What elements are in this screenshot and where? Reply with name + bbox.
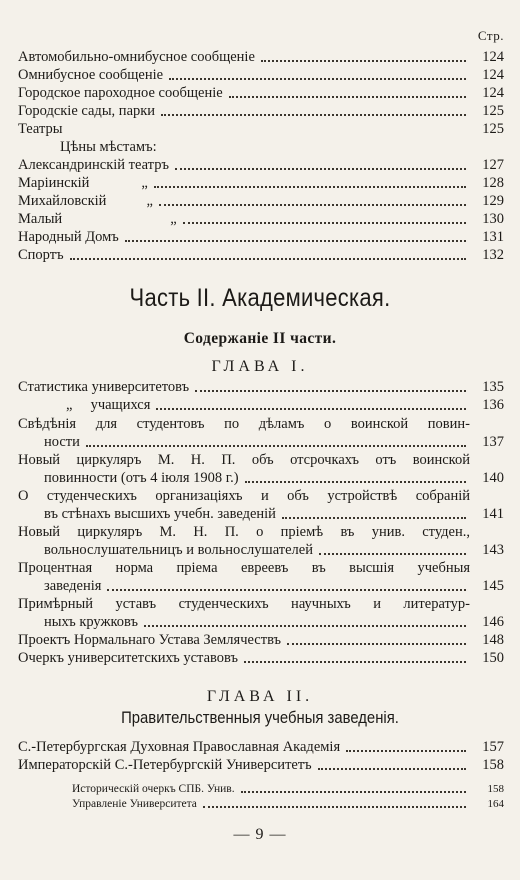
leader-dots: [68, 131, 466, 134]
toc-entry: [18, 210, 504, 228]
toc-entry-page: 132: [482, 247, 504, 263]
leader-dots: [287, 642, 466, 645]
toc-entry-page: 124: [482, 67, 504, 83]
toc-entry: [18, 738, 504, 756]
toc-entry-line2-text: повинности (отъ 4 іюля 1908 г.): [44, 470, 239, 486]
toc-entry-text: Очеркъ университетскихъ уставовъ: [18, 650, 238, 666]
toc-entry-page: 141: [482, 506, 504, 522]
toc-entry-page: 124: [482, 49, 504, 65]
toc-entry-line2: [18, 433, 470, 451]
leader-dots: [319, 552, 466, 555]
leader-dots: [282, 516, 466, 519]
toc-entry-body: [18, 595, 470, 631]
toc-entry-line1: О студенческихъ организаціяхъ и объ устройствѣ собраній: [18, 488, 470, 504]
leader-dots: [229, 95, 466, 98]
toc-entry-line2: [18, 505, 470, 523]
toc-entry-page: 135: [482, 379, 504, 395]
toc-entry-multiline: [18, 523, 504, 559]
toc-entry-text: Городскіе сады, парки: [18, 103, 156, 119]
toc-entry-line2-text: въ стѣнахъ высшихъ учебн. заведеній: [44, 506, 276, 522]
toc-entry-label: Малый: [18, 211, 63, 227]
toc-entry-body: [18, 559, 470, 595]
toc-chapter1: [18, 378, 504, 667]
toc-entry-text: [18, 210, 177, 228]
page-column-label: Стр.: [477, 28, 504, 43]
page-number: — 9 —: [233, 826, 287, 843]
toc-entry-multiline: [18, 595, 504, 631]
toc-entry-text: Омнибусное сообщеніе: [18, 67, 164, 83]
ditto-mark: „: [141, 175, 148, 191]
toc-entry-page: 164: [487, 798, 504, 810]
toc-entry-line1: Новый циркуляръ М. Н. П. объ отсрочкахъ отъ воинской: [18, 452, 470, 468]
leader-dots: [144, 624, 466, 627]
leader-dots: [159, 203, 466, 206]
toc-subentry: [18, 782, 504, 797]
toc-entry: [18, 246, 504, 264]
chapter-heading: ГЛАВА II.: [206, 688, 314, 705]
toc-entry-page: 131: [482, 229, 504, 245]
ditto-mark: „: [146, 193, 153, 209]
leader-dots: [318, 767, 466, 770]
leader-dots: [261, 59, 466, 62]
toc-entry-page: 137: [482, 434, 504, 450]
toc-entry-label: Михайловскій: [18, 193, 107, 209]
toc-entry-label: Маріинскій: [18, 175, 90, 191]
toc-entry-text: Историческій очеркъ СПБ. Унив.: [72, 783, 235, 795]
chapter-heading: ГЛАВА I.: [211, 358, 309, 375]
leader-dots: [86, 444, 466, 447]
toc-entry-page: 143: [482, 542, 504, 558]
toc-entry-text: Проектъ Нормальнаго Устава Землячествъ: [18, 632, 282, 648]
leader-dots: [154, 185, 466, 188]
leader-dots: [241, 790, 466, 793]
leader-dots: [346, 749, 466, 752]
toc-entry-text: Городское пароходное сообщеніе: [18, 85, 223, 101]
toc-entry-label: учащихся: [90, 397, 151, 413]
leader-dots: [161, 113, 466, 116]
toc-entry-line1: Новый циркуляръ М. Н. П. о пріемѣ въ унив. студен.,: [18, 524, 470, 540]
toc-entry-body: [18, 415, 470, 451]
toc-entry-body: [18, 523, 470, 559]
leader-dots: [203, 805, 466, 808]
leader-dots: [70, 257, 466, 260]
toc-entry-line2-text: вольнослушательницъ и вольнослушателей: [44, 542, 313, 558]
leader-dots: [175, 167, 466, 170]
toc-entry-line1: Процентная норма пріема евреевъ въ высшія учебныя: [18, 560, 470, 576]
toc-entry: [18, 102, 504, 120]
toc-entry-multiline: [18, 487, 504, 523]
toc-entry-page: 146: [482, 614, 504, 630]
toc-entry: [18, 378, 504, 396]
toc-entry-text: [18, 396, 150, 414]
toc-subheading-text: Цѣны мѣстамъ:: [60, 139, 157, 155]
toc-chapter2-subitems: [18, 782, 504, 812]
toc-entry-text: Театры: [18, 121, 63, 137]
toc-entry-body: [18, 451, 470, 487]
toc-entry-line2: [18, 469, 470, 487]
toc-entry-text: Спортъ: [18, 247, 64, 263]
toc-entry-page: 158: [482, 757, 504, 773]
toc-entry-page: 127: [482, 157, 504, 173]
toc-entry-line2-text: ныхъ кружковъ: [44, 614, 139, 630]
toc-entry-text: Императорскій С.-Петербургскій Университетъ: [18, 757, 312, 773]
leader-dots: [245, 480, 466, 483]
toc-entry-text: Статистика университетовъ: [18, 379, 190, 395]
toc-entry-page: 140: [482, 470, 504, 486]
toc-entry-multiline: [18, 415, 504, 451]
toc-entry: [18, 756, 504, 774]
toc-entry-line1: Примѣрный уставъ студенческихъ научныхъ и литератур-: [18, 596, 470, 612]
leader-dots: [244, 660, 466, 663]
toc-entry-body: [18, 487, 470, 523]
contents-title: Содержаніе II части.: [183, 330, 337, 347]
toc-entry: [18, 120, 504, 138]
toc-entry-page: 125: [482, 103, 504, 119]
ditto-mark: „: [66, 397, 73, 413]
part-title: Часть II. Академическая.: [129, 284, 391, 312]
toc-entry-page: 148: [482, 632, 504, 648]
leader-dots: [169, 77, 466, 80]
toc-entry: [18, 649, 504, 667]
toc-entry: [18, 396, 504, 414]
toc-entry-line2: [18, 613, 470, 631]
toc-entry: [18, 156, 504, 174]
toc-entry-multiline: [18, 451, 504, 487]
toc-entry: [18, 228, 504, 246]
toc-entry-page: 129: [482, 193, 504, 209]
toc-entry-page: 130: [482, 211, 504, 227]
toc-entry-page: 150: [482, 650, 504, 666]
toc-part1: [18, 48, 504, 264]
toc-entry: [18, 84, 504, 102]
toc-entry-line2: [18, 541, 470, 559]
toc-chapter2: [18, 738, 504, 774]
chapter-subtitle: Правительственныя учебныя заведенія.: [121, 709, 399, 727]
leader-dots: [183, 221, 466, 224]
toc-entry-text: Автомобильно-омнибусное сообщеніе: [18, 49, 255, 65]
toc-entry-page: 128: [482, 175, 504, 191]
leader-dots: [125, 239, 466, 242]
toc-entry-text: С.-Петербургская Духовная Православная Академія: [18, 739, 341, 755]
toc-entry: [18, 48, 504, 66]
toc-entry-page: 124: [482, 85, 504, 101]
toc-entry: [18, 631, 504, 649]
toc-entry-line2: [18, 577, 470, 595]
toc-subheading: [18, 138, 504, 156]
toc-entry-line2-text: ности: [44, 434, 80, 450]
toc-entry-line2-text: заведенія: [44, 578, 102, 594]
toc-entry-text: Народный Домъ: [18, 229, 119, 245]
toc-subentry: [18, 797, 504, 812]
leader-dots: [156, 407, 466, 410]
toc-entry-page: 157: [482, 739, 504, 755]
toc-entry-text: [18, 174, 148, 192]
leader-dots: [195, 389, 466, 392]
toc-entry-text: Александринскій театръ: [18, 157, 169, 173]
toc-entry-page: 136: [482, 397, 504, 413]
toc-entry-text: Управленіе Университета: [72, 798, 197, 810]
toc-entry: [18, 66, 504, 84]
toc-entry-page: 125: [482, 121, 504, 137]
toc-entry-text: [18, 192, 153, 210]
toc-entry: [18, 174, 504, 192]
toc-entry-page: 158: [487, 783, 504, 795]
toc-entry-line1: Свѣдѣнія для студентовъ по дѣламъ о воинской повин-: [18, 416, 470, 432]
ditto-mark: „: [170, 211, 177, 227]
toc-entry-page: 145: [482, 578, 504, 594]
toc-entry: [18, 192, 504, 210]
toc-entry-multiline: [18, 559, 504, 595]
leader-dots: [107, 588, 466, 591]
